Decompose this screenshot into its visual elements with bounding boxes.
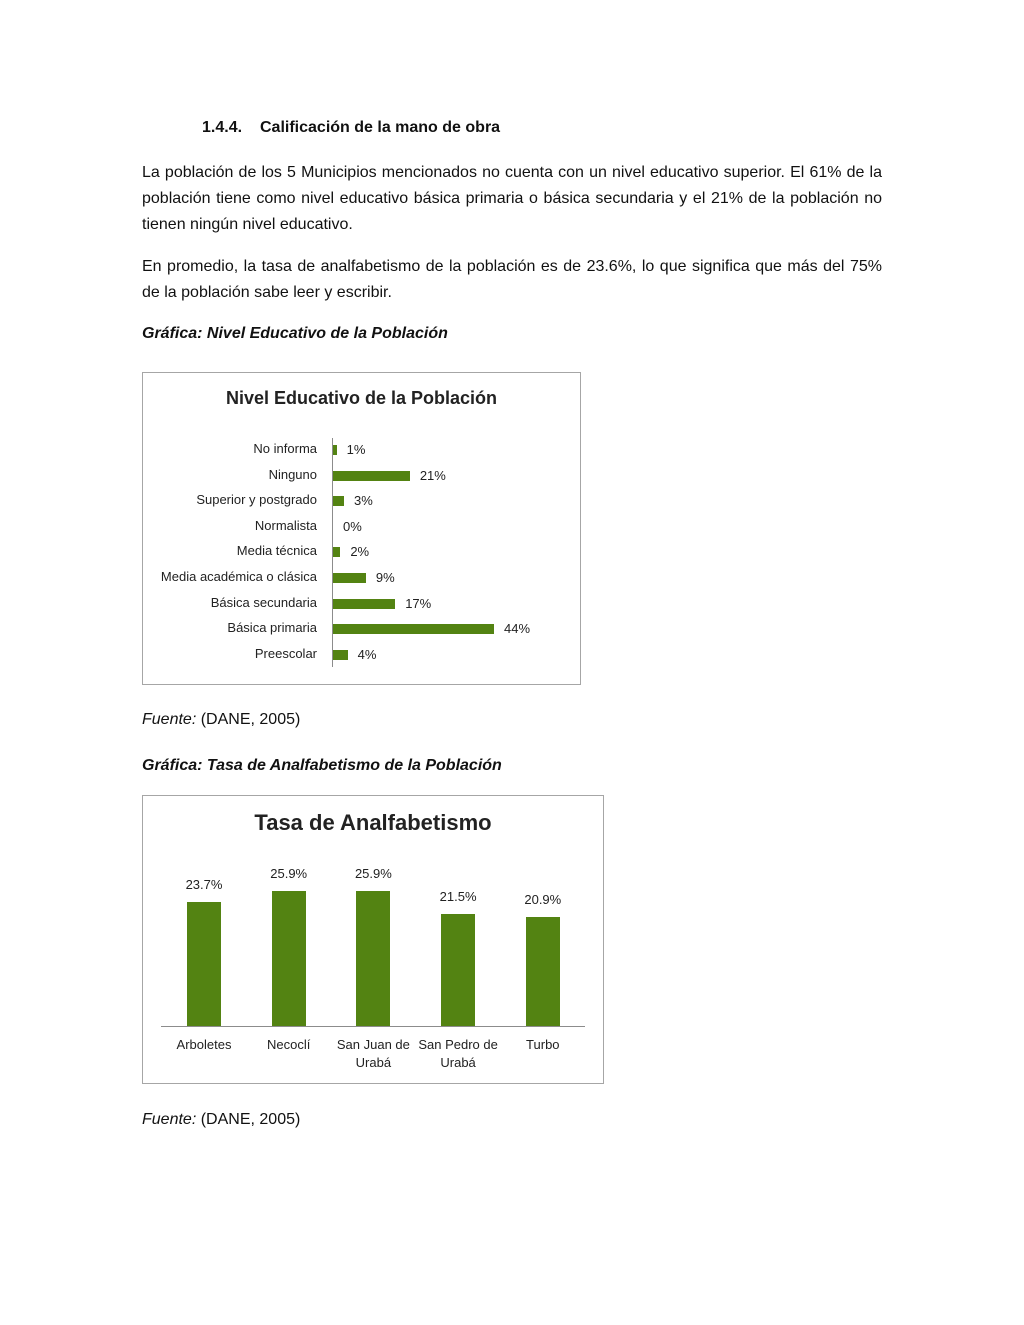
chart1-value-label: 3%	[353, 493, 373, 509]
chart2-x-axis	[161, 1026, 585, 1027]
chart2-category-label: Necoclí	[267, 1037, 311, 1052]
source-label: Fuente:	[142, 1111, 197, 1128]
chart2-title: Tasa de Analfabetismo	[254, 810, 492, 835]
chart1-value-label: 44%	[504, 621, 531, 637]
chart1-category-label: Media académica o clásica	[160, 569, 317, 584]
paragraph-2: En promedio, la tasa de analfabetismo de la población es de 23.6%, lo que significa que más del 75% de la población sabe leer y escribir.	[142, 258, 882, 301]
chart1-source	[142, 711, 300, 729]
chart1-category-label: Básica primaria	[227, 620, 317, 636]
chart1-value-label: 4%	[357, 646, 377, 662]
chart1-category-label: Normalista	[254, 517, 317, 533]
chart1-value-label: 9%	[375, 570, 395, 585]
paragraph-1: La población de los 5 Municipios mencionados no cuenta con un nivel educativo superior. El 61% de la población tiene como nivel educativo básica primaria o básica secundaria y el 21% de la población no tienen ningún nivel educativo.	[142, 164, 882, 233]
chart2-column	[187, 902, 221, 1026]
illiteracy-rate-chart	[142, 795, 604, 1084]
chart2-column	[441, 914, 475, 1026]
section-title: Calificación de la mano de obra	[260, 119, 501, 136]
chart1-category-label: Ninguno	[268, 466, 317, 482]
chart2-value-label: 25.9%	[270, 866, 308, 881]
chart1-category-label: Superior y postgrado	[196, 492, 317, 508]
chart1-title: Nivel Educativo de la Población	[225, 388, 498, 408]
chart1-bar	[333, 624, 494, 634]
chart2-column	[272, 891, 306, 1026]
chart1-bar	[333, 496, 344, 506]
chart1-category-label: No informa	[253, 441, 317, 456]
chart2-value-label: 21.5%	[439, 888, 477, 904]
chart1-bar	[333, 650, 348, 660]
chart2-source	[142, 1111, 300, 1129]
chart1-caption: Gráfica: Nivel Educativo de la Población	[142, 325, 448, 342]
chart2-caption: Gráfica: Tasa de Analfabetismo de la Población	[142, 757, 502, 774]
chart1-value-label: 2%	[350, 544, 370, 560]
chart1-bar	[333, 573, 366, 583]
chart2-category-label: Turbo	[526, 1037, 560, 1052]
chart2-column	[356, 891, 390, 1026]
source-text: (DANE, 2005)	[200, 711, 301, 728]
section-number: 1.4.4.	[202, 119, 243, 136]
chart1-value-label: 1%	[346, 442, 366, 457]
source-text: (DANE, 2005)	[200, 1111, 301, 1128]
chart2-category-label: San Juan de Urabá	[336, 1037, 410, 1070]
chart2-value-label: 20.9%	[524, 892, 562, 908]
chart1-value-label: 17%	[405, 595, 432, 611]
chart2-category-label: San Pedro de Urabá	[418, 1037, 498, 1070]
chart1-bar	[333, 471, 410, 481]
chart1-category-label: Media técnica	[236, 543, 317, 559]
chart1-value-label: 21%	[419, 467, 446, 483]
chart2-category-label: Arboletes	[176, 1037, 232, 1052]
chart2-value-label: 23.7%	[185, 877, 223, 893]
chart1-category-label: Preescolar	[254, 645, 317, 661]
chart1-bar	[333, 445, 337, 455]
chart2-column	[526, 917, 560, 1026]
chart1-bar	[333, 599, 395, 609]
chart1-bar	[333, 547, 340, 557]
section-heading	[202, 119, 500, 137]
chart1-value-label: 0%	[343, 518, 362, 534]
education-level-chart	[142, 372, 581, 685]
chart1-category-label: Básica secundaria	[210, 594, 317, 610]
source-label: Fuente:	[142, 711, 197, 728]
chart2-value-label: 25.9%	[354, 866, 392, 881]
